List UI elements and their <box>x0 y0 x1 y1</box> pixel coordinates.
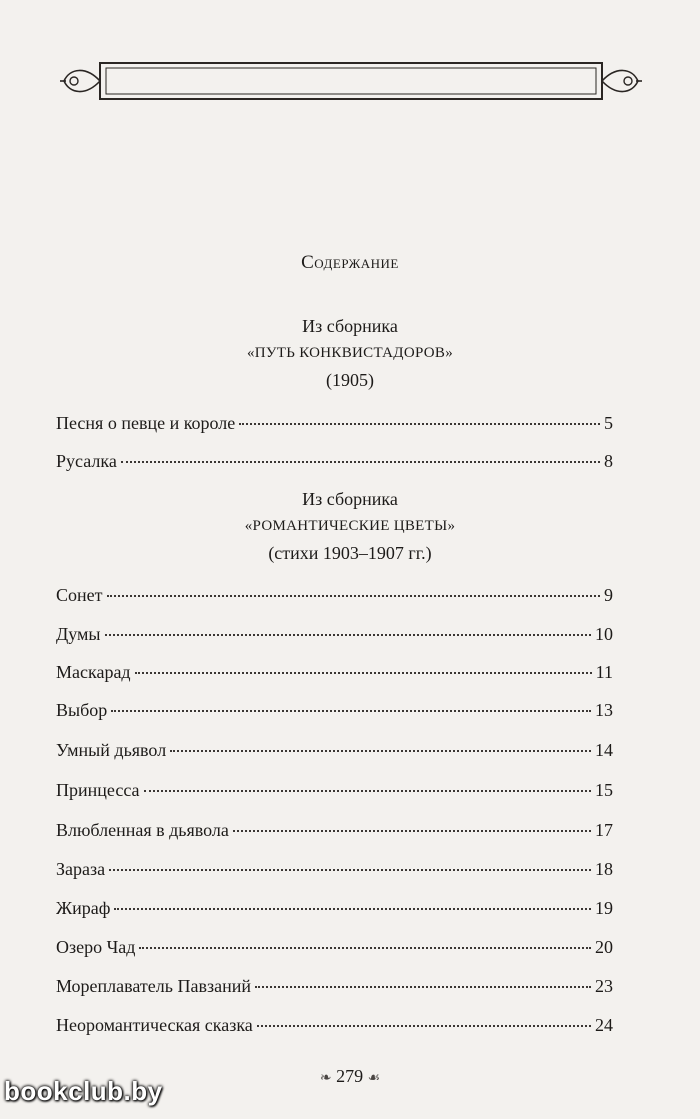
toc-leader-dots <box>255 968 591 988</box>
toc-entry[interactable] <box>56 1011 613 1037</box>
toc-leader-dots <box>139 929 591 949</box>
left-flourish-icon: ❧ <box>319 1071 332 1086</box>
toc-entry[interactable] <box>56 736 613 762</box>
section-heading <box>0 486 700 567</box>
toc-leader-dots <box>114 890 591 910</box>
toc-entry-title: Неоромантическая сказка <box>56 1015 253 1035</box>
toc-entry-page: 18 <box>595 859 613 879</box>
toc-entry-page: 23 <box>595 976 613 996</box>
toc-entry-page: 8 <box>604 451 613 471</box>
section-collection-name: «РОМАНТИЧЕСКИЕ ЦВЕТЫ» <box>244 518 456 534</box>
section-heading <box>0 313 700 394</box>
toc-entry-title: Думы <box>56 624 101 644</box>
toc-leader-dots <box>121 443 600 463</box>
toc-leader-dots <box>105 616 591 636</box>
toc-entry[interactable] <box>56 972 613 998</box>
toc-leader-dots <box>239 405 600 425</box>
toc-entry[interactable] <box>56 620 613 646</box>
toc-leader-dots <box>109 851 591 871</box>
section-intro: Из сборника <box>302 316 398 336</box>
toc-entry-page: 14 <box>595 740 613 760</box>
section-collection-name: «ПУТЬ КОНКВИСТАДОРОВ» <box>246 345 454 361</box>
toc-entry[interactable] <box>56 658 613 684</box>
section-intro: Из сборника <box>302 489 398 509</box>
right-flourish-icon: ☙ <box>367 1071 381 1086</box>
page-number: 279 <box>336 1066 364 1086</box>
toc-entry-page: 11 <box>595 662 613 682</box>
site-watermark: bookclub.by <box>4 1076 163 1106</box>
toc-entry-title: Мореплаватель Павзаний <box>56 976 251 996</box>
toc-leader-dots <box>233 812 591 832</box>
toc-entry[interactable] <box>56 409 613 435</box>
toc-entry-title: Влюбленная в дьявола <box>56 820 229 840</box>
toc-entry-title: Жираф <box>56 898 111 918</box>
toc-entry-title: Песня о певце и короле <box>56 413 236 433</box>
header-ornament-frame <box>56 58 646 104</box>
toc-entry[interactable] <box>56 581 613 607</box>
toc-entry[interactable] <box>56 776 613 802</box>
toc-entry-page: 5 <box>604 413 613 433</box>
toc-entry-title: Маскарад <box>56 662 131 682</box>
toc-leader-dots <box>107 577 601 597</box>
toc-entry-page: 15 <box>595 780 613 800</box>
toc-entry-page: 10 <box>595 624 613 644</box>
toc-entry-page: 20 <box>595 937 613 957</box>
toc-entry-title: Озеро Чад <box>56 937 136 957</box>
toc-leader-dots <box>111 692 591 712</box>
toc-entry-page: 13 <box>595 700 613 720</box>
toc-entry-title: Зараза <box>56 859 106 879</box>
toc-leader-dots <box>144 772 591 792</box>
toc-leader-dots <box>170 732 591 752</box>
toc-entry-page: 24 <box>595 1015 613 1035</box>
toc-entry[interactable] <box>56 447 613 473</box>
toc-leader-dots <box>135 654 592 674</box>
page-title: Содержание <box>301 252 399 273</box>
toc-entry[interactable] <box>56 933 613 959</box>
toc-entry[interactable] <box>56 696 613 722</box>
toc-entry-title: Умный дьявол <box>56 740 167 760</box>
toc-entry-page: 9 <box>604 585 613 605</box>
toc-entry[interactable] <box>56 816 613 842</box>
toc-entry-title: Выбор <box>56 700 108 720</box>
toc-entry-page: 17 <box>595 820 613 840</box>
toc-entry-title: Русалка <box>56 451 117 471</box>
toc-entry-page: 19 <box>595 898 613 918</box>
toc-entry-title: Принцесса <box>56 780 140 800</box>
section-note: (стихи 1903–1907 гг.) <box>268 543 432 563</box>
toc-entry[interactable] <box>56 855 613 881</box>
section-note: (1905) <box>326 370 374 390</box>
toc-entry[interactable] <box>56 894 613 920</box>
toc-leader-dots <box>257 1007 591 1027</box>
toc-entry-title: Сонет <box>56 585 103 605</box>
